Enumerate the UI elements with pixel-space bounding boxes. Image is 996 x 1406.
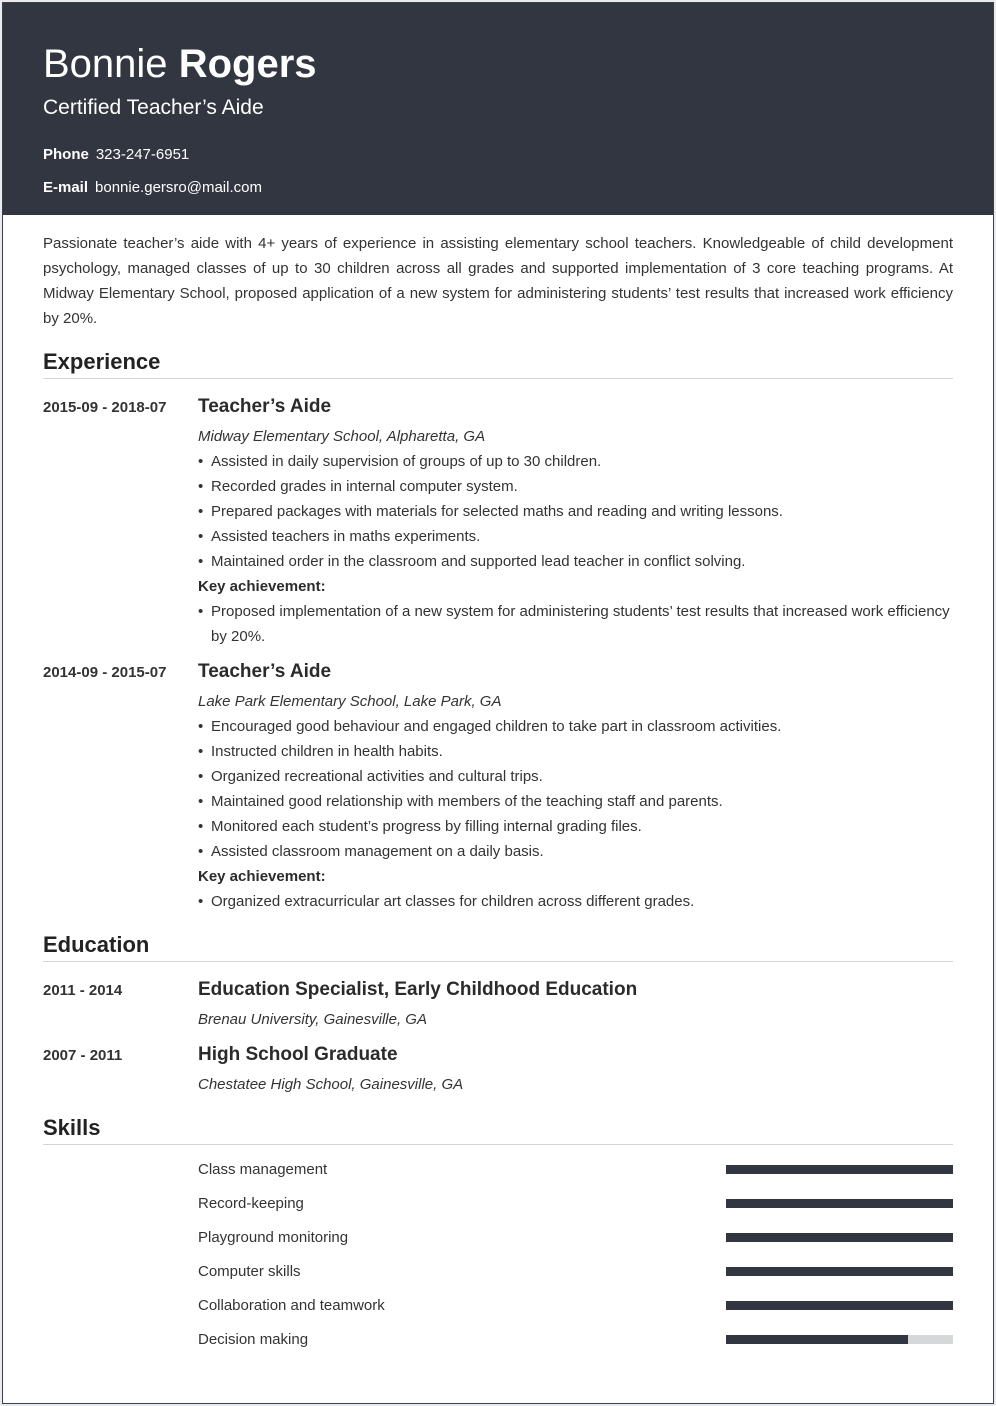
first-name: Bonnie: [43, 42, 168, 86]
section-title-skills: Skills: [43, 1114, 953, 1145]
achievements-list: [198, 889, 953, 914]
phone-label: Phone: [43, 146, 89, 163]
education-degree: High School Graduate: [198, 1044, 398, 1065]
phone-value: 323-247-6951: [95, 146, 190, 163]
job-entry: [198, 395, 953, 649]
email-value: bonnie.gersro@mail.com: [95, 179, 262, 196]
skill-level-fill: [726, 1165, 953, 1174]
list-item: • Instructed children in health habits.: [198, 739, 953, 764]
education-degree: Education Specialist, Early Childhood Education: [198, 979, 638, 1000]
education-entry: [198, 978, 953, 1032]
last-name: Rogers: [178, 42, 317, 86]
list-item: • Maintained good relationship with members of the teaching staff and parents.: [198, 789, 953, 814]
contact-email: [43, 178, 262, 198]
skill-name: Decision making: [198, 1331, 309, 1348]
education-entry: [198, 1043, 953, 1097]
list-item: • Recorded grades in internal computer system.: [198, 474, 953, 499]
education-dates: 2007 - 2011: [43, 1047, 123, 1064]
list-item: • Proposed implementation of a new system for administering students’ test results that increased work efficiency by 20%.: [198, 599, 953, 649]
skill-name: Computer skills: [198, 1263, 301, 1280]
list-item: • Monitored each student’s progress by filling internal grading files.: [198, 814, 953, 839]
job-duties-list: [198, 449, 953, 574]
job-employer: Midway Elementary School, Alpharetta, GA: [198, 428, 486, 445]
skill-level-fill: [726, 1199, 953, 1208]
education-dates: 2011 - 2014: [43, 982, 123, 999]
candidate-name: [43, 41, 317, 87]
achievements-list: [198, 599, 953, 649]
list-item: • Assisted in daily supervision of groups of up to 30 children.: [198, 449, 953, 474]
skill-name: Playground monitoring: [198, 1229, 349, 1246]
key-achievement-label: Key achievement:: [198, 578, 326, 595]
list-item: • Assisted classroom management on a daily basis.: [198, 839, 953, 864]
contact-phone: [43, 145, 189, 165]
list-item: • Assisted teachers in maths experiments.: [198, 524, 953, 549]
key-achievement-label: Key achievement:: [198, 868, 326, 885]
skill-level-fill: [726, 1267, 953, 1276]
skill-level-fill: [726, 1301, 953, 1310]
job-dates: 2014-09 - 2015-07: [43, 664, 167, 681]
candidate-title: Certified Teacher’s Aide: [43, 96, 264, 119]
job-role: Teacher’s Aide: [198, 661, 332, 682]
summary-paragraph: Passionate teacher’s aide with 4+ years of experience in assisting elementary school teachers. Knowledgeable of child development psychology, managed classes of up to 30 children across all grades and supported implementation of 3 core teaching programs. At Midway Elementary School, proposed application of a new system for administering students’ test results that increased work efficiency by 20%.: [43, 235, 953, 327]
skill-level-bar: [726, 1335, 953, 1344]
list-item: • Organized extracurricular art classes for children across different grades.: [198, 889, 953, 914]
job-entry: [198, 660, 953, 914]
section-title-education: Education: [43, 931, 953, 962]
education-school: Chestatee High School, Gainesville, GA: [198, 1076, 464, 1093]
job-role: Teacher’s Aide: [198, 396, 332, 417]
list-item: • Encouraged good behaviour and engaged children to take part in classroom activities.: [198, 714, 953, 739]
list-item: • Maintained order in the classroom and supported lead teacher in conflict solving.: [198, 549, 953, 574]
skill-level-bar: [726, 1301, 953, 1310]
list-item: • Organized recreational activities and cultural trips.: [198, 764, 953, 789]
skill-name: Collaboration and teamwork: [198, 1297, 385, 1314]
email-label: E-mail: [43, 179, 89, 196]
skill-level-bar: [726, 1267, 953, 1276]
skill-level-bar: [726, 1199, 953, 1208]
skill-level-fill: [726, 1335, 908, 1344]
list-item: • Prepared packages with materials for selected maths and reading and writing lessons.: [198, 499, 953, 524]
skill-level-fill: [726, 1233, 953, 1242]
skill-name: Class management: [198, 1161, 328, 1178]
skill-level-bar: [726, 1233, 953, 1242]
job-dates: 2015-09 - 2018-07: [43, 399, 167, 416]
job-duties-list: [198, 714, 953, 864]
job-employer: Lake Park Elementary School, Lake Park, GA: [198, 693, 502, 710]
skill-level-bar: [726, 1165, 953, 1174]
resume-page: [2, 2, 994, 1404]
resume-header: [3, 3, 993, 215]
skill-name: Record-keeping: [198, 1195, 304, 1212]
education-school: Brenau University, Gainesville, GA: [198, 1011, 427, 1028]
section-title-experience: Experience: [43, 348, 953, 379]
